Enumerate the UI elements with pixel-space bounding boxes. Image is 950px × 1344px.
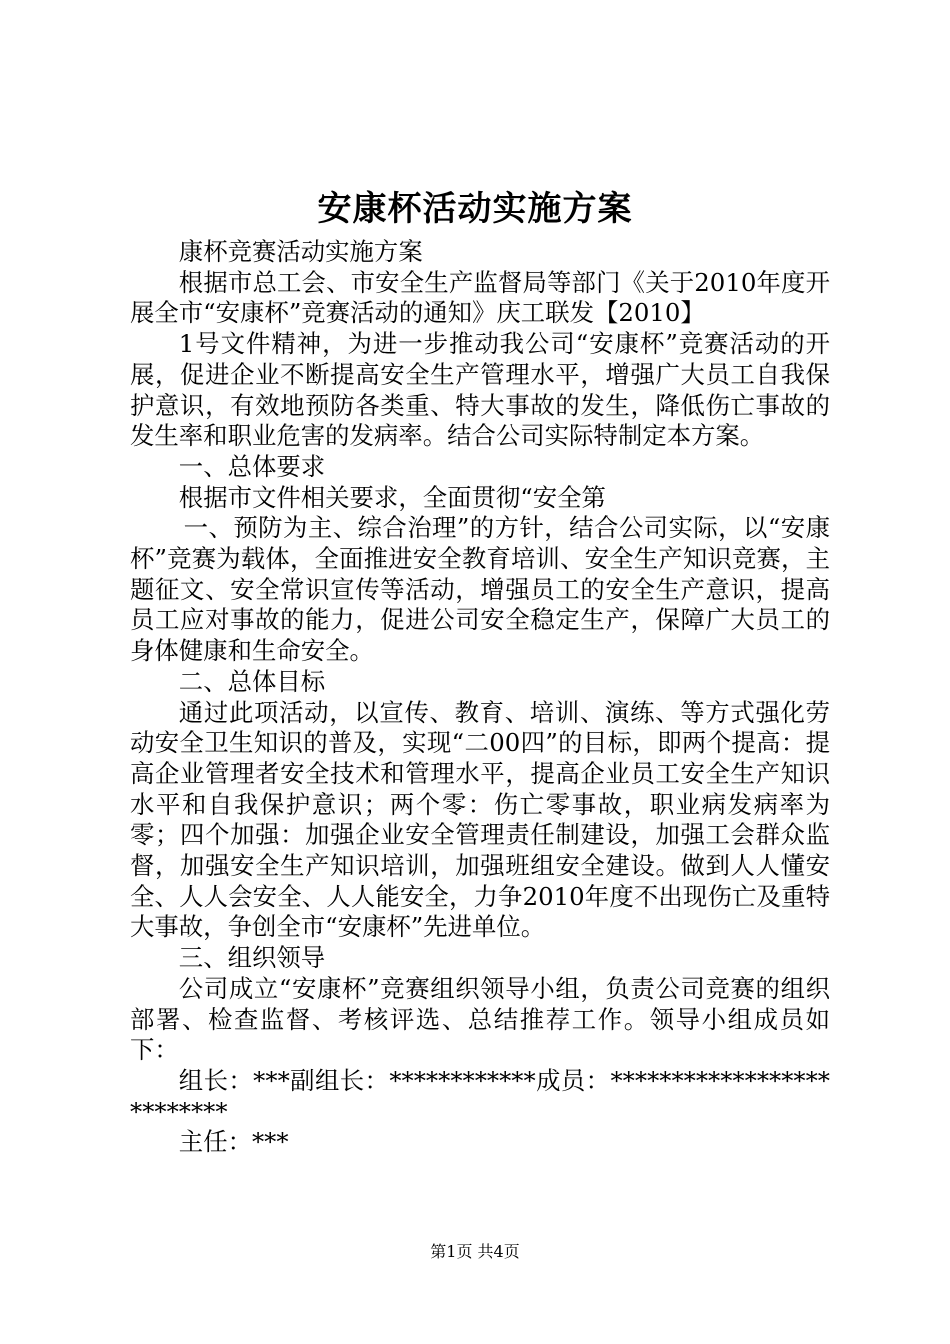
paragraph-requirements: 一、预防为主、综合治理”的方针，结合公司实际，以“安康杯”竞赛为载体，全面推进安全教育培训、安全生产知识竞赛，主题征文、安全常识宣传等活动，增强员工的安全生产意识，提高员工应对事故的能力，促进公司安全稳定生产，保障广大员工的身体健康和生命安全。 (130, 513, 830, 666)
paragraph-director: 主任：*** (178, 1127, 289, 1157)
page-footer: 第1页 共4页 (430, 1242, 520, 1261)
paragraph-purpose: 1号文件精神，为进一步推动我公司“安康杯”竞赛活动的开展，促进企业不断提高安全生产管理水平，增强广大员工自我保护意识，有效地预防各类重、特大事故的发生，降低伤亡事故的发生率和职业危害的发病率。结合公司实际特制定本方案。 (130, 329, 830, 451)
paragraph-subtitle: 康杯竞赛活动实施方案 (178, 237, 423, 266)
heading-organization: 三、组织领导 (178, 943, 326, 973)
paragraph-team-members: 组长：***副组长：************成员：************************** (130, 1065, 830, 1126)
heading-overall-goals: 二、总体目标 (178, 666, 326, 696)
paragraph-goals: 通过此项活动，以宣传、教育、培训、演练、等方式强化劳动安全卫生知识的普及，实现“二00四”的目标，即两个提高：提高企业管理者安全技术和管理水平，提高企业员工安全生产知识水平和自我保护意识；两个零：伤亡零事故，职业病发病率为零；四个加强：加强企业安全管理责任制建设，加强工会群众监督，加强安全生产知识培训，加强班组安全建设。做到人人懂安全、人人会安全、人人能安全，力争2010年度不出现伤亡及重特大事故，争创全市“安康杯”先进单位。 (130, 697, 830, 942)
paragraph-basis: 根据市总工会、市安全生产监督局等部门《关于2010年度开展全市“安康杯”竞赛活动的通知》庆工联发【2010】 (130, 267, 830, 328)
paragraph-requirements-intro: 根据市文件相关要求，全面贯彻“安全第 (178, 482, 606, 512)
heading-overall-requirements: 一、总体要求 (178, 451, 326, 481)
paragraph-organization: 公司成立“安康杯”竞赛组织领导小组，负责公司竞赛的组织部署、检查监督、考核评选、总结推荐工作。领导小组成员如下： (130, 973, 830, 1065)
document-body (130, 237, 830, 1158)
document-title: 安康杯活动实施方案 (317, 189, 633, 229)
